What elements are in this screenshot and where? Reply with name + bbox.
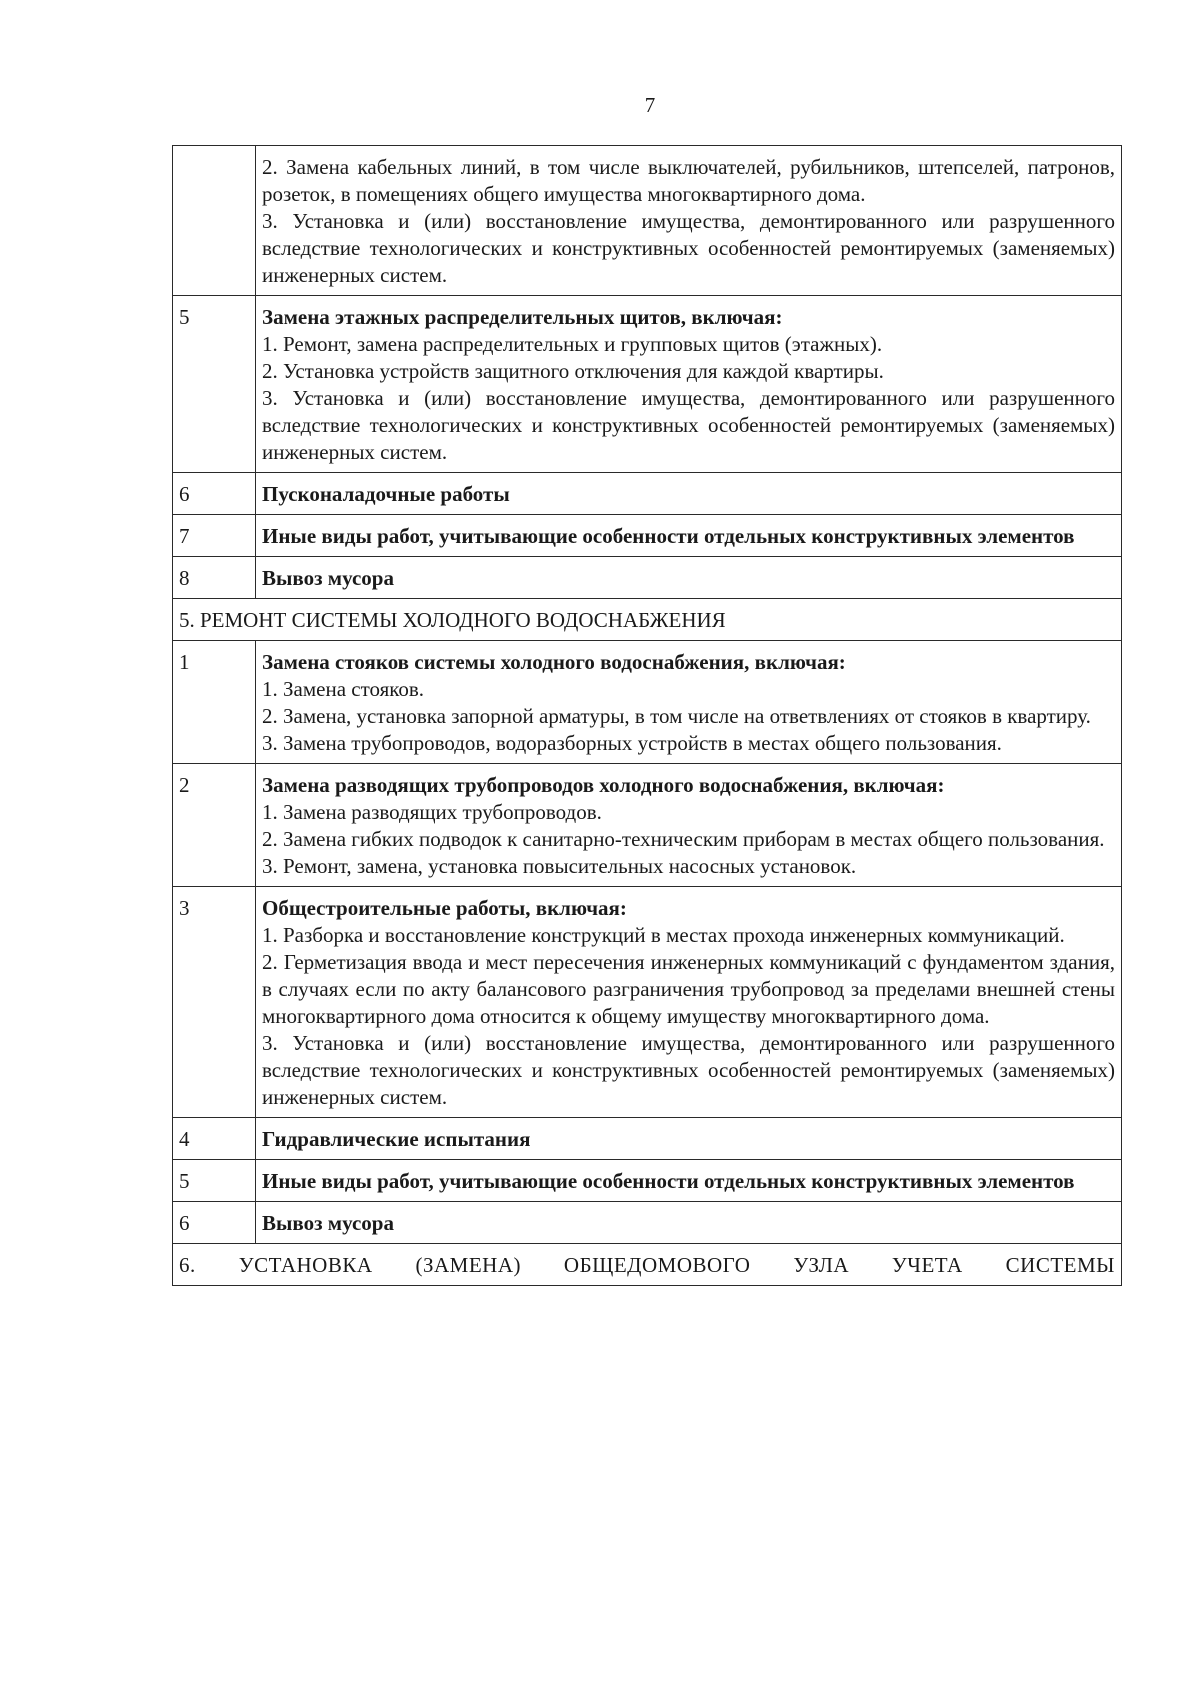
work-heading: Общестроительные работы, включая: [262,896,627,920]
work-item: 1. Замена стояков. [262,677,425,701]
section-row [173,599,1122,641]
row-content [256,1202,1122,1244]
work-item: 3. Установка и (или) восстановление имущества, демонтированного или разрушенного вследствие технологических и конструктивных особенностей ремонтируемых (заменяемых) инженерных систем. [262,1031,1115,1109]
work-item: 3. Замена трубопроводов, водоразборных устройств в местах общего пользования. [262,731,1002,755]
work-heading: Вывоз мусора [262,566,394,590]
row-number [173,146,256,296]
table-row [173,1118,1122,1160]
work-item: 1. Замена разводящих трубопроводов. [262,800,602,824]
row-content [256,641,1122,764]
row-number: 6 [173,473,256,515]
row-content [256,557,1122,599]
table-row [173,473,1122,515]
table-row [173,1202,1122,1244]
row-number: 4 [173,1118,256,1160]
work-heading: Пусконаладочные работы [262,482,510,506]
row-content [256,146,1122,296]
table-row [173,146,1122,296]
work-item: 2. Герметизация ввода и мест пересечения инженерных коммуникаций с фундаментом здания, в случаях если по акту балансового разграничения трубопровод за пределами внешней стены многоквартирного дома относится к общему имуществу многоквартирного дома. [262,950,1115,1028]
row-number: 3 [173,887,256,1118]
table-row [173,515,1122,557]
row-number: 6 [173,1202,256,1244]
table-row [173,296,1122,473]
work-heading: Замена этажных распределительных щитов, включая: [262,305,783,329]
work-item: 1. Ремонт, замена распределительных и групповых щитов (этажных). [262,332,883,356]
row-content [256,515,1122,557]
work-heading: Гидравлические испытания [262,1127,531,1151]
work-heading: Замена стояков системы холодного водоснабжения, включая: [262,650,846,674]
work-item: 3. Установка и (или) восстановление имущества, демонтированного или разрушенного вследствие технологических и конструктивных особенностей ремонтируемых (заменяемых) инженерных систем. [262,386,1115,464]
work-item: 3. Ремонт, замена, установка повысительных насосных установок. [262,854,857,878]
work-item: 1. Разборка и восстановление конструкций в местах прохода инженерных коммуникаций. [262,923,1065,947]
work-item: 2. Замена, установка запорной арматуры, в том числе на ответвлениях от стояков в квартиру. [262,704,1091,728]
work-heading: Иные виды работ, учитывающие особенности отдельных конструктивных элементов [262,1169,1075,1193]
page-number: 7 [644,93,656,117]
row-content [256,764,1122,887]
section-title: 5. РЕМОНТ СИСТЕМЫ ХОЛОДНОГО ВОДОСНАБЖЕНИЯ [173,599,1122,641]
work-heading: Иные виды работ, учитывающие особенности отдельных конструктивных элементов [262,524,1075,548]
row-content [256,473,1122,515]
work-heading: Замена разводящих трубопроводов холодного водоснабжения, включая: [262,773,945,797]
row-content [256,887,1122,1118]
row-number: 5 [173,296,256,473]
works-table [172,145,1122,1286]
work-item: 2. Установка устройств защитного отключения для каждой квартиры. [262,359,884,383]
row-number: 5 [173,1160,256,1202]
row-content [256,296,1122,473]
work-item: 2. Замена кабельных линий, в том числе выключателей, рубильников, штепселей, патронов, розеток, в помещениях общего имущества многоквартирного дома. [262,155,1115,206]
section-title: 6. УСТАНОВКА (ЗАМЕНА) ОБЩЕДОМОВОГО УЗЛА УЧЕТА СИСТЕМЫ [173,1244,1122,1286]
row-number: 7 [173,515,256,557]
row-number: 2 [173,764,256,887]
work-heading: Вывоз мусора [262,1211,394,1235]
row-content [256,1160,1122,1202]
table-row [173,764,1122,887]
row-number: 1 [173,641,256,764]
table-row [173,641,1122,764]
work-item: 3. Установка и (или) восстановление имущества, демонтированного или разрушенного вследствие технологических и конструктивных особенностей ремонтируемых (заменяемых) инженерных систем. [262,209,1115,287]
table-row [173,887,1122,1118]
row-number: 8 [173,557,256,599]
section-row [173,1244,1122,1286]
table-row [173,1160,1122,1202]
work-item: 2. Замена гибких подводок к санитарно-техническим приборам в местах общего пользования. [262,827,1105,851]
row-content [256,1118,1122,1160]
table-row [173,557,1122,599]
